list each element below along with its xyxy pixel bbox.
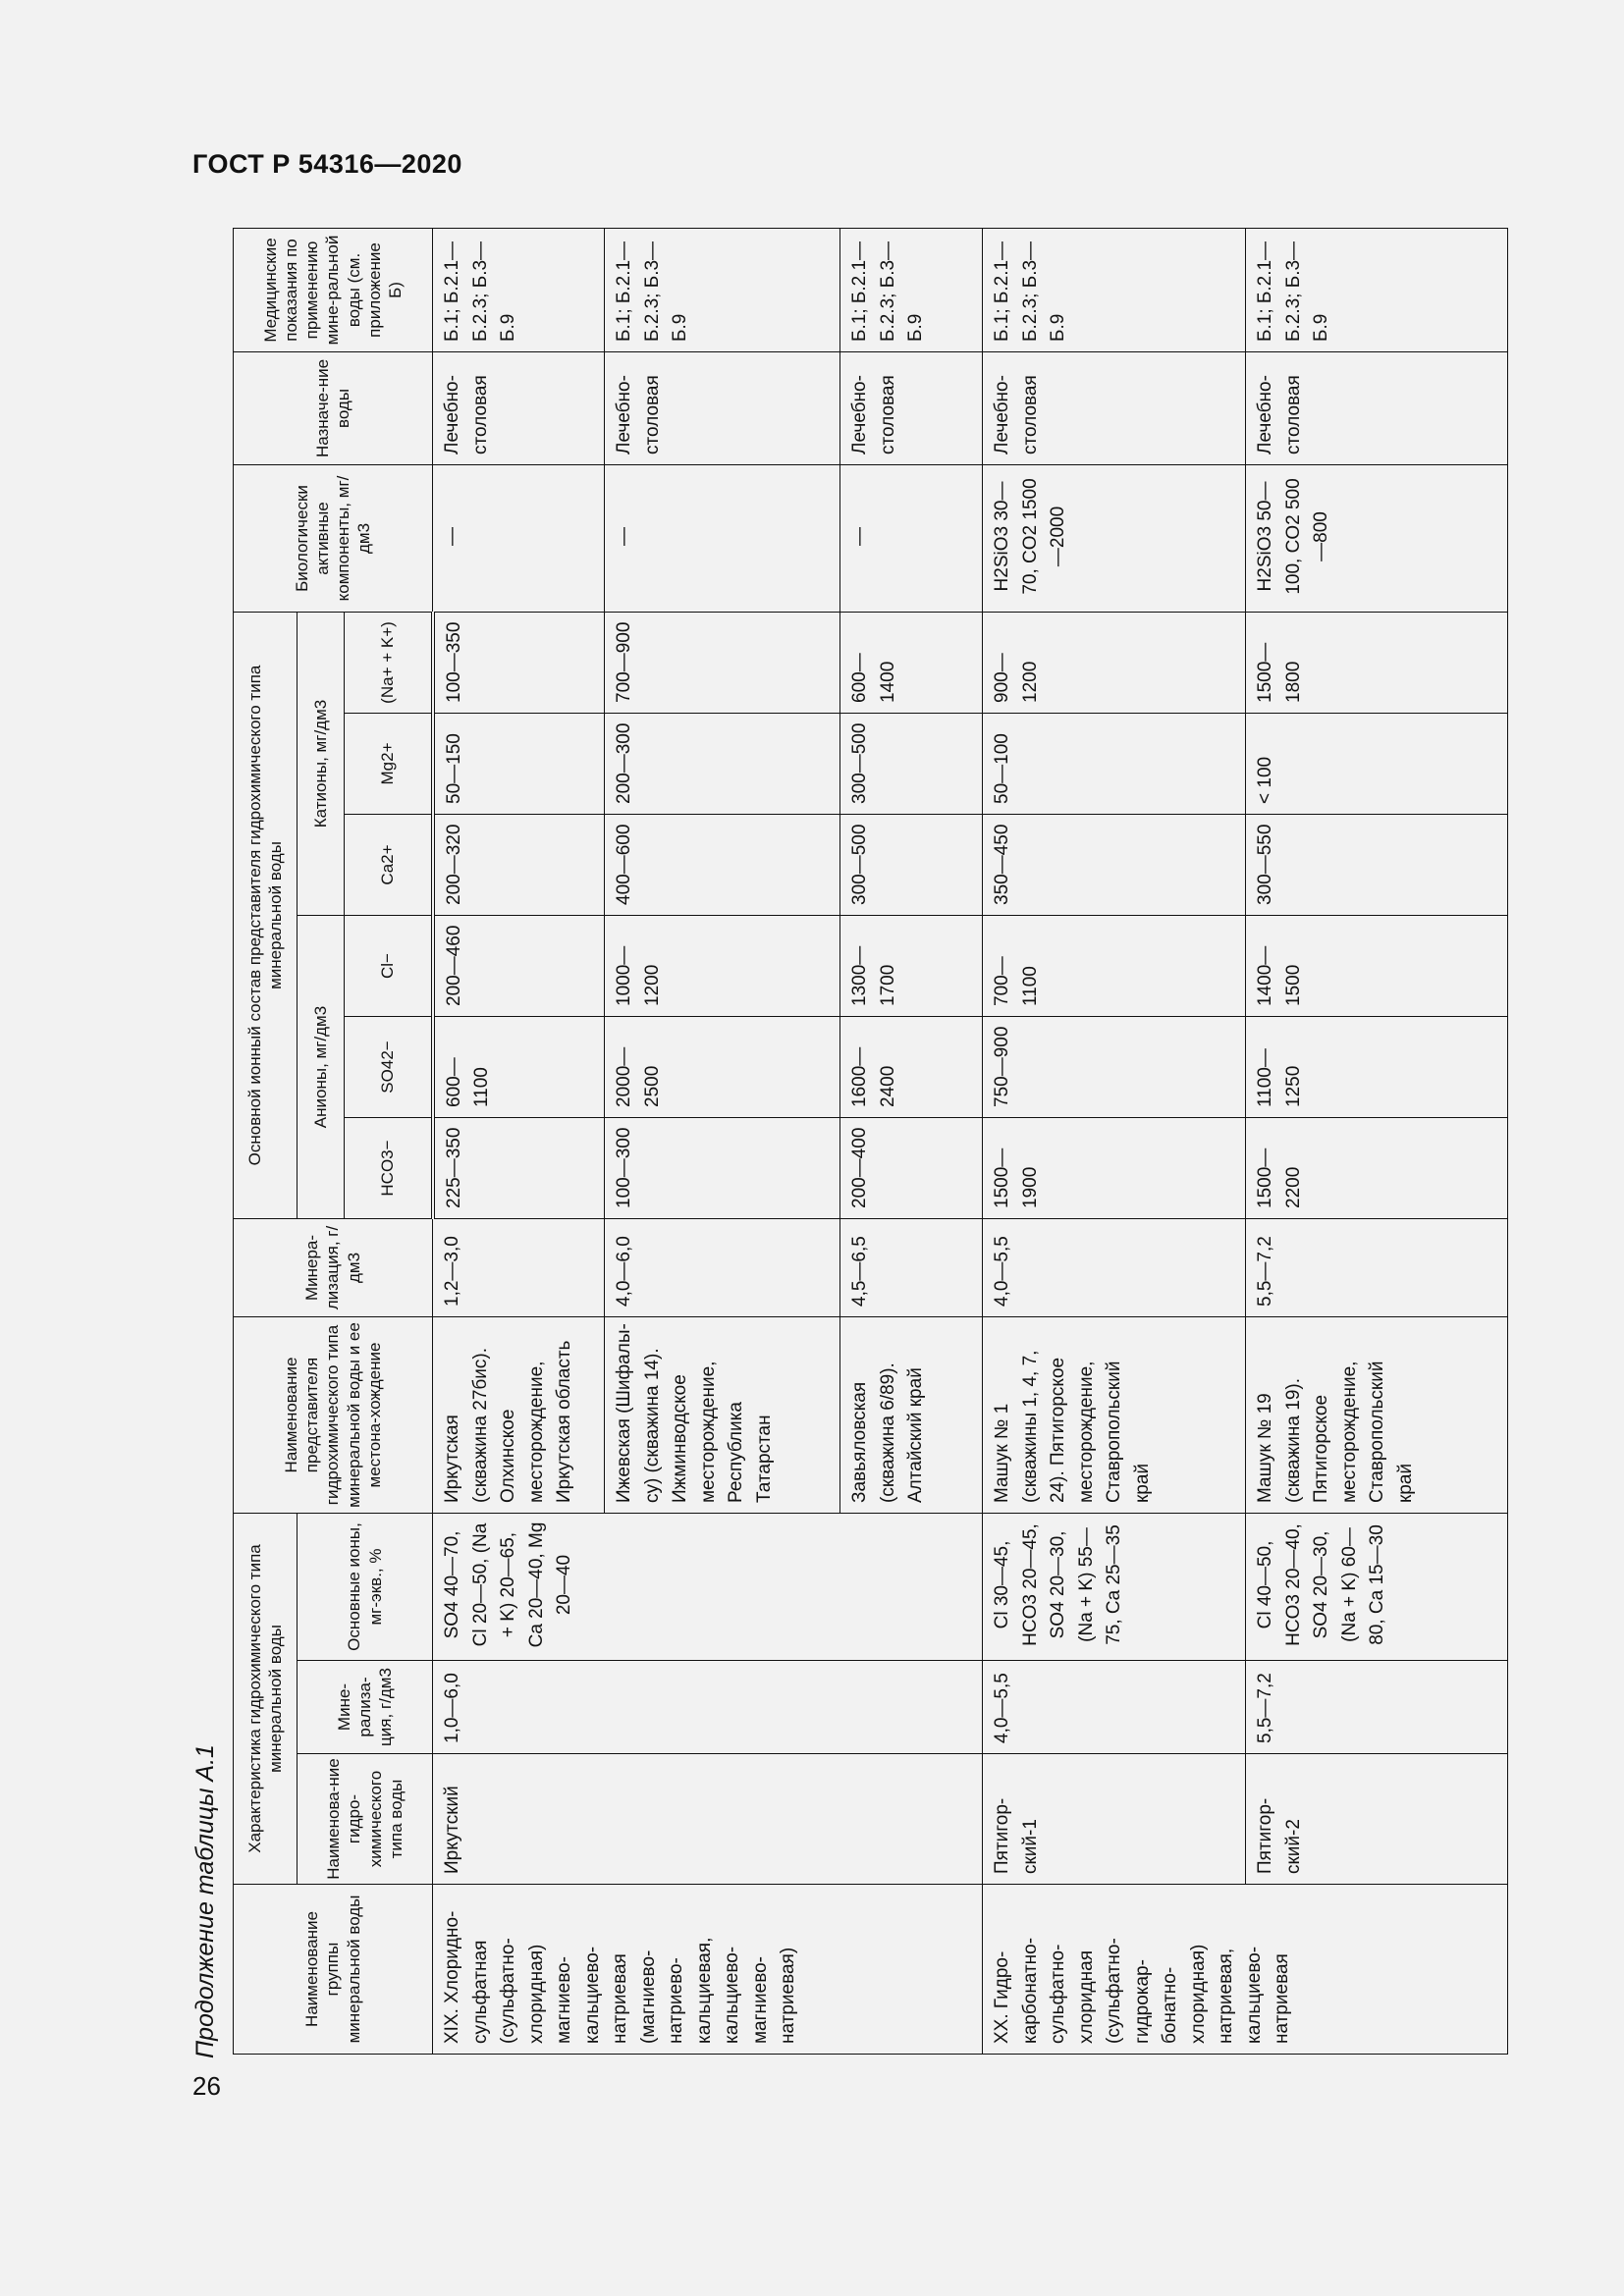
th-cl: Cl− xyxy=(345,916,433,1017)
medical-cell: Б.1; Б.2.1— Б.2.3; Б.3—Б.9 xyxy=(433,228,605,351)
type-ions-cell: Cl 40—50, HCO3 20—40, SO4 20—30, (Na + K) 60—80, Ca 15—30 xyxy=(1246,1514,1508,1661)
mg-cell: 50—150 xyxy=(433,714,605,815)
purpose-cell: Лечебно-столовая xyxy=(605,351,840,464)
mg-cell: 200—300 xyxy=(605,714,840,815)
ca-cell: 400—600 xyxy=(605,815,840,916)
table-row xyxy=(983,228,1246,2054)
mg-cell: 50—100 xyxy=(983,714,1246,815)
purpose-cell: Лечебно-столовая xyxy=(840,351,983,464)
rep-miner-cell: 4,0—5,5 xyxy=(983,1219,1246,1317)
cl-cell: 1400—1500 xyxy=(1246,916,1508,1017)
mineral-water-table xyxy=(233,228,1508,2055)
th-miner: Мине-рализа-ция, г/дм3 xyxy=(298,1661,433,1754)
type-miner-cell: 4,0—5,5 xyxy=(983,1661,1246,1754)
cl-cell: 1000—1200 xyxy=(605,916,840,1017)
rep-name-cell: Ижевская (Шифалы-су) (скважина 14). Ижминводское месторождение, Республика Татарстан xyxy=(605,1317,840,1514)
bio-cell: — xyxy=(433,464,605,612)
th-medical: Медицинские показания по применению мине-ральной воды (см. приложение Б) xyxy=(234,228,433,351)
bio-cell: — xyxy=(605,464,840,612)
hco3-cell: 1500—2200 xyxy=(1246,1118,1508,1219)
table-caption: Продолжение таблицы А.1 xyxy=(191,1744,219,2058)
nak-cell: 1500—1800 xyxy=(1246,612,1508,713)
type-miner-cell: 1,0—6,0 xyxy=(433,1661,983,1754)
hco3-cell: 100—300 xyxy=(605,1118,840,1219)
medical-cell: Б.1; Б.2.1— Б.2.3; Б.3—Б.9 xyxy=(840,228,983,351)
th-mg: Mg2+ xyxy=(345,714,433,815)
th-ionic: Основной ионный состав представителя гидрохимического типа минеральной воды xyxy=(234,612,298,1218)
nak-cell: 100—350 xyxy=(433,612,605,713)
so4-cell: 2000—2500 xyxy=(605,1017,840,1118)
group-name-cell: XX. Гидро-карбонатно-сульфатно-хлоридная (сульфатно-гидрокар-бонатно-хлоридная) натриевая, кальциево-натриевая xyxy=(983,1885,1508,2055)
ca-cell: 300—500 xyxy=(840,815,983,916)
nak-cell: 700—900 xyxy=(605,612,840,713)
document-code: ГОСТ Р 54316—2020 xyxy=(192,149,462,179)
rep-miner-cell: 5,5—7,2 xyxy=(1246,1219,1508,1317)
th-purpose: Назначе-ние воды xyxy=(234,351,433,464)
bio-cell: — xyxy=(840,464,983,612)
so4-cell: 1600—2400 xyxy=(840,1017,983,1118)
so4-cell: 1100—1250 xyxy=(1246,1017,1508,1118)
ca-cell: 300—550 xyxy=(1246,815,1508,916)
nak-cell: 900—1200 xyxy=(983,612,1246,713)
type-name-cell: Пятигор-ский-2 xyxy=(1246,1754,1508,1885)
group-name-cell: XIX. Хлоридно-сульфатная (сульфатно-хлоридная) магниево-кальциево-натриевая (магниево-натриево-кальциевая, кальциево-магниево-натриевая) xyxy=(433,1885,983,2055)
th-char-hydro: Характеристика гидрохимического типа минеральной воды xyxy=(234,1514,298,1885)
rep-name-cell: Машук № 19 (скважина 19). Пятигорское месторождение, Ставропольский край xyxy=(1246,1317,1508,1514)
rep-name-cell: Завьяловская (скважина 6/89). Алтайский край xyxy=(840,1317,983,1514)
rep-name-cell: Иркутская (скважина 27бис). Олхинское месторождение, Иркутская область xyxy=(433,1317,605,1514)
so4-cell: 750—900 xyxy=(983,1017,1246,1118)
cl-cell: 700—1100 xyxy=(983,916,1246,1017)
medical-cell: Б.1; Б.2.1— Б.2.3; Б.3—Б.9 xyxy=(605,228,840,351)
th-hydro-name: Наименова-ние гидро-химического типа воды xyxy=(298,1754,433,1885)
mg-cell: < 100 xyxy=(1246,714,1508,815)
hco3-cell: 225—350 xyxy=(433,1118,605,1219)
rep-name-cell: Машук № 1 (скважины 1, 4, 7, 24). Пятигорское месторождение, Ставропольский край xyxy=(983,1317,1246,1514)
rep-miner-cell: 1,2—3,0 xyxy=(433,1219,605,1317)
type-ions-cell: Cl 30—45, HCO3 20—45, SO4 20—30, (Na + K) 55—75, Ca 25—35 xyxy=(983,1514,1246,1661)
rep-miner-cell: 4,0—6,0 xyxy=(605,1219,840,1317)
cl-cell: 200—460 xyxy=(433,916,605,1017)
th-ions: Основные ионы, мг-экв., % xyxy=(298,1514,433,1661)
ca-cell: 200—320 xyxy=(433,815,605,916)
type-miner-cell: 5,5—7,2 xyxy=(1246,1661,1508,1754)
th-rep-miner: Минера-лизация, г/дм3 xyxy=(234,1219,433,1317)
hco3-cell: 1500—1900 xyxy=(983,1118,1246,1219)
th-cations: Катионы, мг/дм3 xyxy=(298,612,345,915)
medical-cell: Б.1; Б.2.1— Б.2.3; Б.3—Б.9 xyxy=(983,228,1246,351)
th-anions: Анионы, мг/дм3 xyxy=(298,916,345,1219)
type-name-cell: Иркутский xyxy=(433,1754,983,1885)
mg-cell: 300—500 xyxy=(840,714,983,815)
bio-cell: H2SiO3 50—100, CO2 500—800 xyxy=(1246,464,1508,612)
nak-cell: 600—1400 xyxy=(840,612,983,713)
th-nak: (Na+ + K+) xyxy=(345,612,433,713)
th-group-name: Наименование группы минеральной воды xyxy=(234,1885,433,2055)
rep-miner-cell: 4,5—6,5 xyxy=(840,1219,983,1317)
th-hco3: HCO3− xyxy=(345,1118,433,1219)
bio-cell: H2SiO3 30—70, CO2 1500—2000 xyxy=(983,464,1246,612)
hco3-cell: 200—400 xyxy=(840,1118,983,1219)
medical-cell: Б.1; Б.2.1— Б.2.3; Б.3—Б.9 xyxy=(1246,228,1508,351)
type-name-cell: Пятигор-ский-1 xyxy=(983,1754,1246,1885)
purpose-cell: Лечебно-столовая xyxy=(983,351,1246,464)
table-row xyxy=(433,228,605,2054)
th-ca: Ca2+ xyxy=(345,815,433,916)
ca-cell: 350—450 xyxy=(983,815,1246,916)
purpose-cell: Лечебно-столовая xyxy=(433,351,605,464)
page-number: 26 xyxy=(192,2071,221,2101)
table-row xyxy=(1246,228,1508,2054)
th-bio: Биологически активные компоненты, мг/дм3 xyxy=(234,464,433,612)
type-ions-cell: SO4 40—70, Cl 20—50, (Na + K) 20—65, Ca 20—40, Mg 20—40 xyxy=(433,1514,983,1661)
purpose-cell: Лечебно-столовая xyxy=(1246,351,1508,464)
cl-cell: 1300—1700 xyxy=(840,916,983,1017)
th-rep-name: Наименование представителя гидрохимического типа минеральной воды и ее местона-хождение xyxy=(234,1317,433,1514)
so4-cell: 600—1100 xyxy=(433,1017,605,1118)
th-so4: SO42− xyxy=(345,1017,433,1118)
